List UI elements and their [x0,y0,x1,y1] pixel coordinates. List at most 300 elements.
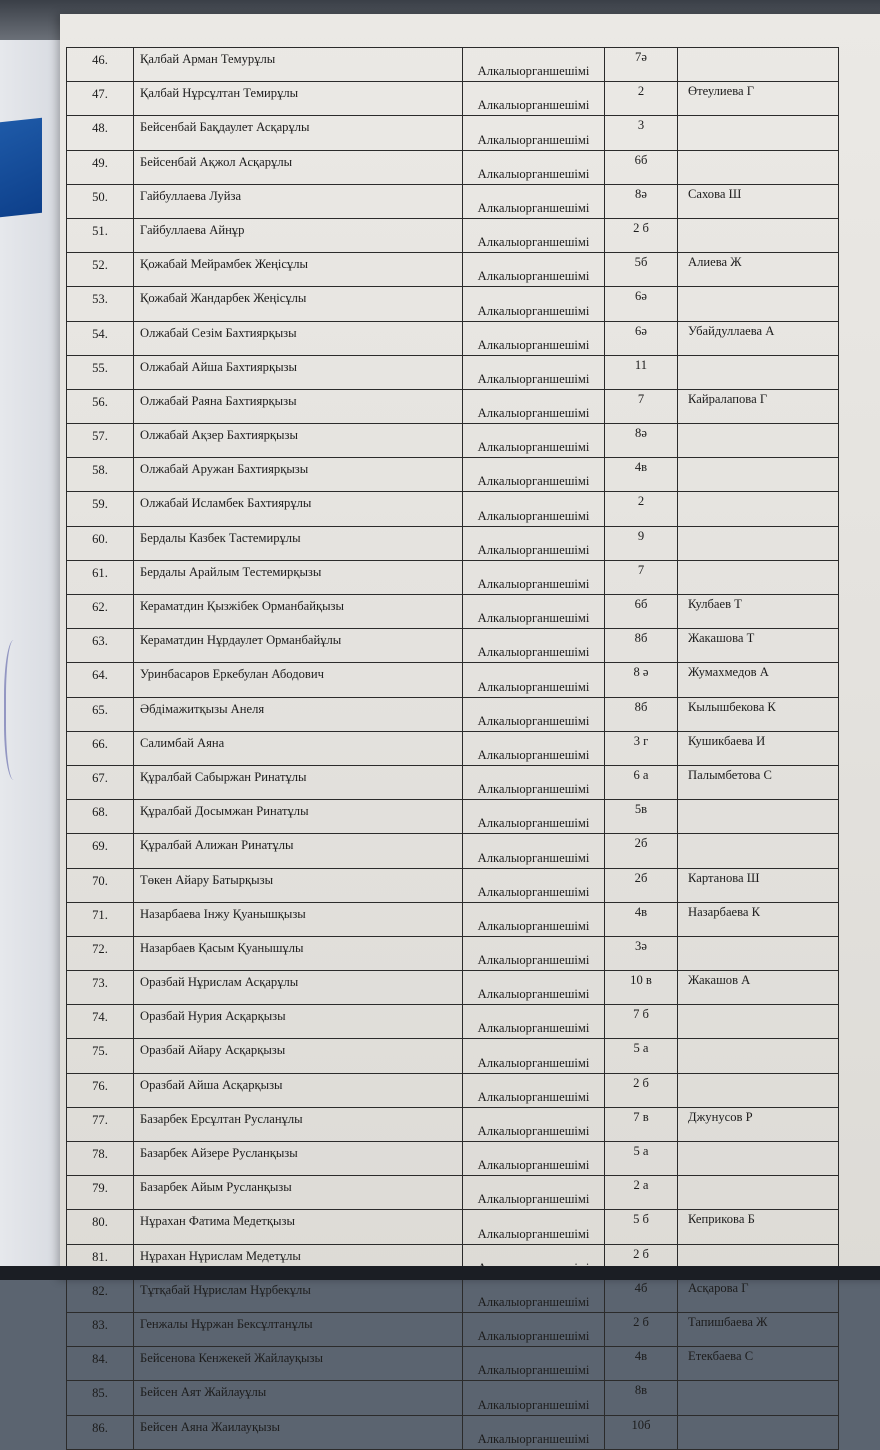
class-teacher-cell [678,526,839,560]
decision-type: Алкалыорганшешімі [477,1158,590,1173]
student-name-cell [134,82,463,116]
student-name: Кераматдин Қызжібек Орманбайқызы [140,599,344,613]
student-name-cell [134,868,463,902]
row-number: 56. [92,394,108,409]
row-number: 53. [92,292,108,307]
decision-type-cell [463,1415,605,1449]
row-number-cell [67,595,134,629]
class-teacher: Назарбаева К [688,904,761,919]
class-teacher-cell [678,1347,839,1381]
decision-type-cell [463,902,605,936]
class-teacher-cell [678,48,839,82]
table-row [67,150,839,184]
student-name-cell [134,355,463,389]
decision-type-cell [463,1005,605,1039]
row-number: 85. [92,1386,108,1401]
row-number: 58. [92,463,108,478]
row-number: 50. [92,189,108,204]
table-row [67,629,839,663]
class-teacher-cell [678,389,839,423]
student-name: Уринбасаров Еркебулан Абодович [140,667,324,682]
decision-type-cell [463,1107,605,1141]
class-grade: 8ә [635,426,647,441]
decision-type-cell [463,560,605,594]
decision-type-cell [463,321,605,355]
row-number-cell [67,1312,134,1346]
student-name: Олжабай Сезім Бахтиярқызы [140,325,297,340]
row-number: 83. [92,1317,108,1332]
student-name: Базарбек Айзере Русланқызы [140,1146,298,1160]
class-teacher-cell [678,765,839,799]
student-name-cell [134,287,463,321]
student-name: Құралбай Алижан Ринатұлы [140,838,294,853]
class-grade: 2 б [633,1075,649,1090]
student-name-cell [134,1415,463,1449]
table-row [67,800,839,834]
class-teacher-cell [678,560,839,594]
student-name: Олжабай Ақзер Бахтиярқызы [140,428,298,443]
decision-type: Алкалыорганшешімі [477,918,590,933]
row-number-cell [67,184,134,218]
student-name: Оразбай Нурия Асқарқызы [140,1009,286,1024]
decision-type: Алкалыорганшешімі [477,1055,590,1070]
blue-folder-edge [0,118,42,217]
class-teacher: Сахова Ш [688,186,742,201]
decision-type: Алкалыорганшешімі [477,337,590,352]
student-name: Құралбай Досымжан Ринатұлы [140,804,309,819]
decision-type-cell [463,492,605,526]
student-name-cell [134,629,463,663]
table-row [67,526,839,560]
class-teacher: Өтеулиева Г [688,84,755,99]
row-number: 80. [92,1215,108,1230]
student-name-cell [134,1176,463,1210]
decision-type: Алкалыорганшешімі [477,1431,590,1446]
class-grade: 7ә [635,50,647,64]
student-name: Олжабай Раяна Бахтиярқызы [140,393,297,408]
student-name: Қожабай Жандарбек Жеңісұлы [140,291,307,306]
class-grade: 10 в [630,973,652,988]
table-row [67,287,839,321]
class-grade-cell [605,287,678,321]
row-number-cell [67,834,134,868]
class-grade: 3 [637,118,645,133]
table-row [67,697,839,731]
student-name-cell [134,116,463,150]
class-teacher: Убайдуллаева А [688,323,775,338]
class-teacher-cell [678,1176,839,1210]
row-number-cell [67,697,134,731]
row-number: 57. [92,429,108,444]
row-number-cell [67,492,134,526]
class-grade-cell [605,150,678,184]
class-grade-cell [605,1210,678,1244]
student-name-cell [134,595,463,629]
class-grade-cell [605,595,678,629]
table-row [67,1005,839,1039]
class-teacher: Алиева Ж [688,255,742,270]
row-number-cell [67,1107,134,1141]
decision-type: Алкалыорганшешімі [477,303,590,318]
row-number: 64. [92,668,108,683]
student-name: Бердалы Казбек Тастемирұлы [140,530,301,545]
row-number-cell [67,629,134,663]
class-grade-cell [605,184,678,218]
row-number: 47. [92,87,108,102]
row-number: 59. [92,497,108,512]
class-grade: 5 а [633,1144,649,1158]
decision-type-cell [463,389,605,423]
row-number: 84. [92,1352,108,1367]
class-grade-cell [605,868,678,902]
class-grade-cell [605,389,678,423]
class-teacher-cell [678,1415,839,1449]
student-name: Олжабай Исламбек Бахтиярұлы [140,496,312,511]
student-name-cell [134,150,463,184]
row-number-cell [67,355,134,389]
class-grade: 5в [634,802,648,817]
student-name-cell [134,184,463,218]
class-grade-cell [605,800,678,834]
class-grade: 2 б [633,220,649,235]
class-grade: 4б [634,1280,648,1295]
decision-type-cell [463,1278,605,1312]
student-name: Құралбай Сабыржан Ринатұлы [140,769,307,784]
decision-type: Алкалыорганшешімі [477,269,590,284]
class-teacher-cell [678,150,839,184]
table-row [67,1176,839,1210]
table-row [67,458,839,492]
row-number-cell [67,253,134,287]
class-teacher: Кылышбекова К [688,699,776,714]
student-name: Гайбуллаева Айнұр [140,222,245,237]
class-grade-cell [605,765,678,799]
class-teacher: Жумахмедов А [688,665,769,680]
table-row [67,1039,839,1073]
row-number: 76. [92,1078,108,1093]
decision-type: Алкалыорганшешімі [477,713,590,728]
class-grade: 7 [637,391,645,406]
class-grade: 7 в [633,1109,649,1124]
class-teacher-cell [678,218,839,252]
decision-type: Алкалыорганшешімі [477,371,590,386]
decision-type-cell [463,253,605,287]
decision-type-cell [463,697,605,731]
decision-type: Алкалыорганшешімі [477,782,590,797]
decision-type-cell [463,218,605,252]
student-name-cell [134,1278,463,1312]
student-name-cell [134,1312,463,1346]
class-grade: 4в [634,904,648,919]
row-number: 62. [92,600,108,614]
row-number: 79. [92,1181,108,1196]
class-grade-cell [605,629,678,663]
decision-type-cell [463,731,605,765]
row-number: 66. [92,736,108,751]
student-name: Нұрахан Фатима Медетқызы [140,1214,295,1229]
decision-type-cell [463,1142,605,1176]
student-name-cell [134,1039,463,1073]
class-teacher: Асқарова Г [688,1280,749,1295]
class-teacher-cell [678,697,839,731]
class-grade: 3 г [633,733,649,748]
class-grade-cell [605,424,678,458]
decision-type: Алкалыорганшешімі [477,1021,590,1036]
class-teacher: Палымбетова С [688,767,772,782]
row-number: 81. [92,1249,108,1264]
table-row [67,902,839,936]
class-teacher: Джунусов Р [688,1109,753,1124]
class-grade: 7 [637,562,645,577]
decision-type-cell [463,526,605,560]
class-teacher-cell [678,1278,839,1312]
decision-type: Алкалыорганшешімі [477,440,590,455]
class-grade-cell [605,1278,678,1312]
class-grade: 2 [637,84,645,99]
decision-type-cell [463,48,605,82]
class-teacher-cell [678,253,839,287]
decision-type-cell [463,765,605,799]
row-number: 54. [92,326,108,341]
class-grade: 4в [634,1349,648,1364]
row-number-cell [67,458,134,492]
student-name-cell [134,765,463,799]
class-grade-cell [605,936,678,970]
row-number: 73. [92,976,108,991]
class-grade: 2б [634,870,648,885]
student-name: Бейсенова Кенжекей Жайлауқызы [140,1351,323,1366]
student-name: Кераматдин Нұрдаулет Орманбайұлы [140,633,342,648]
table-row [67,1347,839,1381]
student-name: Бейсенбай Бақдаулет Асқарұлы [140,120,310,135]
decision-type: Алкалыорганшешімі [477,64,590,79]
table-row [67,765,839,799]
class-grade-cell [605,1176,678,1210]
class-grade-cell [605,1005,678,1039]
row-number-cell [67,218,134,252]
table-row [67,389,839,423]
row-number: 63. [92,634,108,649]
class-grade: 2 б [633,1314,649,1329]
table-row [67,82,839,116]
class-grade: 6б [634,152,648,167]
decision-type-cell [463,1210,605,1244]
student-name: Бейсенбай Ақжол Асқарұлы [140,154,293,169]
row-number-cell [67,1073,134,1107]
table-row [67,560,839,594]
class-grade: 5 б [633,1212,649,1227]
decision-type-cell [463,1176,605,1210]
row-number: 49. [92,155,108,170]
decision-type: Алкалыорганшешімі [477,98,590,113]
row-number-cell [67,663,134,697]
decision-type: Алкалыорганшешімі [477,132,590,147]
class-grade-cell [605,458,678,492]
class-teacher-cell [678,595,839,629]
row-number-cell [67,868,134,902]
decision-type-cell [463,1347,605,1381]
row-number: 51. [92,223,108,238]
class-grade: 3ә [635,938,647,953]
table-row [67,1210,839,1244]
class-teacher: Кушикбаева И [688,733,766,748]
class-teacher-cell [678,287,839,321]
class-grade: 5б [634,255,648,270]
class-grade: 11 [634,357,648,372]
class-teacher: Кулбаев Т [688,597,742,611]
decision-type-cell [463,355,605,389]
class-grade: 9 [637,528,645,543]
row-number: 68. [92,805,108,820]
class-grade-cell [605,1073,678,1107]
decision-type-cell [463,1039,605,1073]
student-name: Генжалы Нұржан Бексұлтанұлы [140,1316,313,1331]
student-name-cell [134,1005,463,1039]
class-grade: 6б [634,597,648,611]
decision-type: Алкалыорганшешімі [477,406,590,421]
class-teacher-cell [678,1381,839,1415]
bottom-edge [0,1266,880,1280]
class-teacher-cell [678,800,839,834]
student-name: Базарбек Ерсұлтан Русланұлы [140,1111,303,1126]
decision-type: Алкалыорганшешімі [477,953,590,968]
student-name-cell [134,321,463,355]
row-number-cell [67,1005,134,1039]
decision-type: Алкалыорганшешімі [477,987,590,1002]
class-grade-cell [605,1415,678,1449]
row-number-cell [67,287,134,321]
row-number-cell [67,1381,134,1415]
table-row [67,184,839,218]
class-teacher: Кайралапова Г [688,391,768,406]
student-name-cell [134,971,463,1005]
class-teacher: Жакашов А [688,973,751,988]
decision-type: Алкалыорганшешімі [477,1124,590,1138]
decision-type: Алкалыорганшешімі [477,235,590,250]
row-number: 61. [92,565,108,580]
table-row [67,595,839,629]
class-grade: 2 а [633,1178,649,1193]
table-row [67,971,839,1005]
student-name: Бейсен Аяна Жаилауқызы [140,1419,280,1434]
row-number: 46. [92,53,108,67]
decision-type-cell [463,663,605,697]
row-number: 70. [92,873,108,888]
class-teacher: Тапишбаева Ж [688,1314,768,1329]
decision-type-cell [463,595,605,629]
decision-type-cell [463,1073,605,1107]
class-grade-cell [605,355,678,389]
class-grade-cell [605,1142,678,1176]
row-number: 55. [92,360,108,375]
class-grade-cell [605,526,678,560]
class-grade: 10б [631,1417,651,1432]
class-grade: 7 б [633,1007,649,1022]
row-number-cell [67,48,134,82]
student-name-cell [134,1210,463,1244]
row-number-cell [67,560,134,594]
decision-type-cell [463,287,605,321]
student-name-cell [134,731,463,765]
class-teacher: Жакашова Т [688,631,755,646]
student-name-cell [134,458,463,492]
row-number-cell [67,389,134,423]
class-grade: 6ә [635,289,647,304]
row-number-cell [67,971,134,1005]
row-number-cell [67,902,134,936]
document-page [60,14,880,1446]
decision-type-cell [463,424,605,458]
table-row [67,355,839,389]
class-grade-cell [605,321,678,355]
decision-type: Алкалыорганшешімі [477,542,590,557]
row-number-cell [67,116,134,150]
decision-type-cell [463,1312,605,1346]
table-row [67,731,839,765]
student-name-cell [134,1381,463,1415]
decision-type-cell [463,868,605,902]
student-name: Нұрахан Нұрислам Медетұлы [140,1248,301,1263]
class-grade-cell [605,1381,678,1415]
class-grade: 2б [634,836,648,851]
class-grade-cell [605,697,678,731]
decision-type-cell [463,458,605,492]
student-name-cell [134,48,463,82]
decision-type-cell [463,82,605,116]
table-row [67,48,839,82]
row-number-cell [67,1142,134,1176]
student-name-cell [134,492,463,526]
row-number: 48. [92,121,108,136]
table-row [67,936,839,970]
row-number: 72. [92,941,108,956]
class-teacher-cell [678,1312,839,1346]
decision-type: Алкалыорганшешімі [477,850,590,865]
student-name: Назарбаев Қасым Қуанышұлы [140,940,304,955]
decision-type: Алкалыорганшешімі [477,474,590,489]
decision-type-cell [463,834,605,868]
row-number-cell [67,150,134,184]
student-name-cell [134,663,463,697]
student-name: Әбдімажитқызы Анеля [140,701,265,716]
row-number: 86. [92,1420,108,1435]
decision-type-cell [463,936,605,970]
handwriting-mark [4,640,28,780]
table-row [67,1107,839,1141]
row-number: 67. [92,770,108,785]
row-number: 82. [92,1283,108,1298]
decision-type: Алкалыорганшешімі [477,816,590,831]
class-grade: 8ә [635,186,647,201]
class-grade: 8б [634,631,648,646]
decision-type: Алкалыорганшешімі [477,1226,590,1241]
class-teacher-cell [678,834,839,868]
class-teacher-cell [678,458,839,492]
row-number: 65. [92,702,108,717]
class-grade-cell [605,971,678,1005]
decision-type: Алкалыорганшешімі [477,508,590,523]
class-teacher-cell [678,1142,839,1176]
student-name-cell [134,1347,463,1381]
table-row [67,116,839,150]
decision-type-cell [463,150,605,184]
class-teacher: Етекбаева С [688,1349,754,1364]
decision-type-cell [463,116,605,150]
table-row [67,868,839,902]
row-number-cell [67,731,134,765]
class-teacher-cell [678,902,839,936]
class-grade-cell [605,731,678,765]
